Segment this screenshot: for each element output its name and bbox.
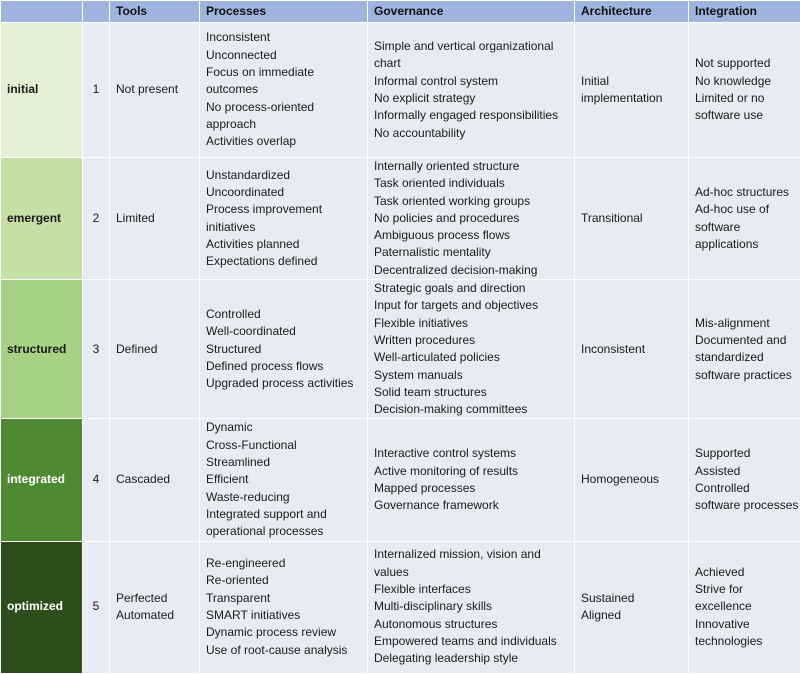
governance-line: Paternalistic mentality — [374, 244, 568, 261]
architecture-line: Homogeneous — [581, 471, 682, 488]
processes-line: Uncoordinated — [206, 184, 361, 201]
tools-line: Automated — [116, 607, 193, 624]
integration-line: software practices — [695, 367, 794, 384]
governance-line: Flexible initiatives — [374, 315, 568, 332]
processes-line: Waste-reducing — [206, 489, 361, 506]
integration-line: Assisted — [695, 463, 794, 480]
governance-cell — [368, 158, 575, 280]
tools-line: Not present — [116, 81, 193, 98]
tools-cell — [110, 419, 200, 541]
integration-line: Innovative — [695, 616, 794, 633]
governance-line: No explicit strategy — [374, 90, 568, 107]
governance-line: No policies and procedures — [374, 210, 568, 227]
governance-line: Governance framework — [374, 497, 568, 514]
processes-line: Dynamic process review — [206, 624, 361, 641]
architecture-line: Initial — [581, 73, 682, 90]
header-integration: Integration — [689, 1, 800, 23]
governance-line: Empowered teams and individuals — [374, 633, 568, 650]
processes-line: Unstandardized — [206, 167, 361, 184]
integration-line: technologies — [695, 633, 794, 650]
integration-line: Documented and — [695, 332, 794, 349]
processes-line: Cross-Functional — [206, 437, 361, 454]
integration-cell — [689, 158, 800, 280]
architecture-cell — [575, 419, 689, 541]
governance-line: Flexible interfaces — [374, 581, 568, 598]
processes-line: Efficient — [206, 471, 361, 488]
processes-line: Transparent — [206, 590, 361, 607]
level-number: 1 — [83, 23, 110, 158]
governance-line: Strategic goals and direction — [374, 280, 568, 297]
governance-line: Input for targets and objectives — [374, 297, 568, 314]
architecture-cell — [575, 541, 689, 673]
integration-line: excellence — [695, 598, 794, 615]
architecture-line: Transitional — [581, 210, 682, 227]
processes-line: Process improvement — [206, 201, 361, 218]
stage-label: integrated — [1, 419, 83, 541]
level-number: 2 — [83, 158, 110, 280]
table-row — [1, 23, 800, 158]
tools-cell — [110, 158, 200, 280]
governance-line: Decentralized decision-making — [374, 262, 568, 279]
integration-line: Ad-hoc use of — [695, 201, 794, 218]
stage-label: structured — [1, 280, 83, 419]
processes-cell — [200, 419, 368, 541]
processes-cell — [200, 23, 368, 158]
integration-line: Limited or no — [695, 90, 794, 107]
governance-line: No accountability — [374, 125, 568, 142]
governance-line: Autonomous structures — [374, 616, 568, 633]
governance-line: Mapped processes — [374, 480, 568, 497]
processes-line: Streamlined — [206, 454, 361, 471]
governance-line: System manuals — [374, 367, 568, 384]
integration-line: Achieved — [695, 564, 794, 581]
processes-line: No process-oriented — [206, 99, 361, 116]
processes-line: Activities overlap — [206, 133, 361, 150]
header-architecture: Architecture — [575, 1, 689, 23]
stage-label: emergent — [1, 158, 83, 280]
header-tools: Tools — [110, 1, 200, 23]
tools-cell — [110, 541, 200, 673]
table-row — [1, 541, 800, 673]
governance-line: Written procedures — [374, 332, 568, 349]
table-row — [1, 419, 800, 541]
processes-line: outcomes — [206, 81, 361, 98]
processes-line: Unconnected — [206, 47, 361, 64]
tools-line: Limited — [116, 210, 193, 227]
table-row — [1, 280, 800, 419]
processes-line: Re-engineered — [206, 555, 361, 572]
governance-cell — [368, 541, 575, 673]
processes-line: Inconsistent — [206, 29, 361, 46]
tools-line: Defined — [116, 341, 193, 358]
tools-cell — [110, 280, 200, 419]
header-stage — [1, 1, 83, 23]
governance-line: Informally engaged responsibilities — [374, 107, 568, 124]
processes-line: Structured — [206, 341, 361, 358]
processes-cell — [200, 158, 368, 280]
processes-line: Use of root-cause analysis — [206, 642, 361, 659]
level-number: 3 — [83, 280, 110, 419]
processes-line: Dynamic — [206, 419, 361, 436]
processes-line: Integrated support and — [206, 506, 361, 523]
governance-line: Simple and vertical organizational — [374, 38, 568, 55]
integration-cell — [689, 23, 800, 158]
integration-line: No knowledge — [695, 73, 794, 90]
integration-cell — [689, 280, 800, 419]
integration-cell — [689, 541, 800, 673]
processes-line: Expectations defined — [206, 253, 361, 270]
header-processes: Processes — [200, 1, 368, 23]
governance-line: Internalized mission, vision and — [374, 546, 568, 563]
integration-line: Strive for — [695, 581, 794, 598]
governance-cell — [368, 280, 575, 419]
header-governance: Governance — [368, 1, 575, 23]
architecture-line: Sustained — [581, 590, 682, 607]
level-number: 4 — [83, 419, 110, 541]
governance-line: Solid team structures — [374, 384, 568, 401]
processes-line: SMART initiatives — [206, 607, 361, 624]
level-number: 5 — [83, 541, 110, 673]
processes-line: operational processes — [206, 523, 361, 540]
governance-line: Interactive control systems — [374, 445, 568, 462]
governance-line: Delegating leadership style — [374, 650, 568, 667]
integration-line: Mis-alignment — [695, 315, 794, 332]
architecture-cell — [575, 158, 689, 280]
governance-line: values — [374, 564, 568, 581]
governance-line: Task oriented working groups — [374, 193, 568, 210]
governance-line: Ambiguous process flows — [374, 227, 568, 244]
integration-line: software — [695, 219, 794, 236]
integration-line: software processes — [695, 497, 794, 514]
integration-cell — [689, 419, 800, 541]
processes-cell — [200, 541, 368, 673]
processes-line: Well-coordinated — [206, 323, 361, 340]
processes-line: initiatives — [206, 219, 361, 236]
governance-line: Well-articulated policies — [374, 349, 568, 366]
governance-cell — [368, 419, 575, 541]
integration-line: applications — [695, 236, 794, 253]
governance-line: Informal control system — [374, 73, 568, 90]
integration-line: Ad-hoc structures — [695, 184, 794, 201]
processes-line: approach — [206, 116, 361, 133]
architecture-cell — [575, 280, 689, 419]
processes-line: Upgraded process activities — [206, 375, 361, 392]
header-row — [1, 1, 800, 23]
governance-line: chart — [374, 55, 568, 72]
architecture-line: Inconsistent — [581, 341, 682, 358]
stage-label: optimized — [1, 541, 83, 673]
architecture-line: implementation — [581, 90, 682, 107]
integration-line: standardized — [695, 349, 794, 366]
processes-line: Focus on immediate — [206, 64, 361, 81]
header-level — [83, 1, 110, 23]
integration-line: software use — [695, 107, 794, 124]
table-body — [1, 23, 800, 674]
governance-line: Task oriented individuals — [374, 175, 568, 192]
stage-label: initial — [1, 23, 83, 158]
tools-line: Perfected — [116, 590, 193, 607]
governance-cell — [368, 23, 575, 158]
tools-cell — [110, 23, 200, 158]
tools-line: Cascaded — [116, 471, 193, 488]
processes-line: Activities planned — [206, 236, 361, 253]
architecture-line: Aligned — [581, 607, 682, 624]
processes-line: Defined process flows — [206, 358, 361, 375]
governance-line: Internally oriented structure — [374, 158, 568, 175]
integration-line: Controlled — [695, 480, 794, 497]
processes-line: Re-oriented — [206, 572, 361, 589]
processes-cell — [200, 280, 368, 419]
governance-line: Decision-making committees — [374, 401, 568, 418]
processes-line: Controlled — [206, 306, 361, 323]
table-row — [1, 158, 800, 280]
integration-line: Not supported — [695, 55, 794, 72]
integration-line: Supported — [695, 445, 794, 462]
governance-line: Active monitoring of results — [374, 463, 568, 480]
architecture-cell — [575, 23, 689, 158]
governance-line: Multi-disciplinary skills — [374, 598, 568, 615]
